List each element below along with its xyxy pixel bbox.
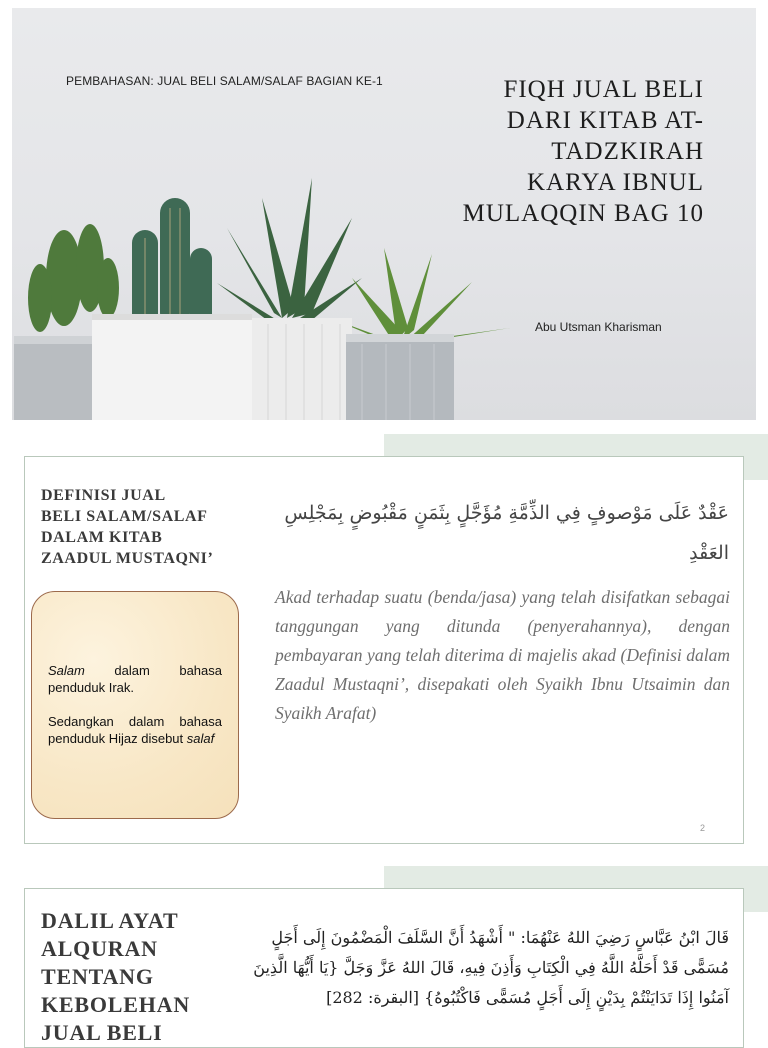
title-line: MULAQQIN BAG 10 <box>462 200 704 227</box>
title-slide <box>12 8 756 420</box>
author-name: Abu Utsman Kharisman <box>535 320 662 334</box>
slide-heading <box>41 907 221 1047</box>
slide-heading <box>41 485 241 569</box>
presentation-title <box>404 74 704 229</box>
presentation-subtitle: PEMBAHASAN: JUAL BELI SALAM/SALAF BAGIAN KE-1 <box>66 74 383 88</box>
term-salam: Salam <box>48 663 85 678</box>
definition-slide <box>24 456 744 844</box>
arabic-quote: قَالَ ابْنُ عَبَّاسٍ رَضِيَ اللهُ عَنْهُمَا: " أَشْهَدُ أَنَّ السَّلَفَ الْمَضْمُونَ إِلَى أَجَلٍ مُسَمًّى قَدْ أَحَلَّهُ اللَّهُ فِي الْكِتَابِ وَأَذِنَ فِيهِ، قَالَ اللهُ عَزَّ وَجَلَّ {يَا أَيُّهَا الَّذِينَ آمَنُوا إِذَا تَدَايَنْتُمْ بِدَيْنٍ إِلَى أَجَلٍ مُسَمًّى فَاكْتُبُوهُ} [البقرة: 282] <box>253 928 729 1007</box>
note-paragraph <box>48 713 222 747</box>
definition-translation: Akad terhadap suatu (benda/jasa) yang telah disifatkan sebagai tanggungan yang ditunda (penyerahannya), dengan pembayaran yang telah diterima di majelis akad (Definisi dalam Zaadul Mustaqni’, disepakati oleh Syaikh Ibnu Utsaimin dan Syaikh Arafat) <box>275 587 730 723</box>
note-paragraph <box>48 662 222 696</box>
term-salaf: salaf <box>186 731 215 746</box>
page-number: 2 <box>699 823 705 833</box>
title-line: DARI KITAB AT- <box>506 107 704 134</box>
heading-line: DALAM KITAB <box>41 529 163 546</box>
arabic-definition: عَقْدٌ عَلَى مَوْصوفٍ فِي الذِّمَّةِ مُؤَجَّلٍ بِثَمَنٍ مَقْبُوضٍ بِمَجْلِسِ العَقْدِ <box>284 502 729 564</box>
title-line: TADZKIRAH <box>551 138 704 165</box>
title-line: KARYA IBNUL <box>527 169 704 196</box>
heading-line: DEFINISI JUAL <box>41 487 166 504</box>
note-text: Sedangkan dalam bahasa penduduk Hijaz disebut <box>48 714 222 746</box>
heading-line: TENTANG <box>41 964 154 989</box>
heading-line: JUAL BELI <box>41 1020 163 1045</box>
heading-line: ZAADUL MUSTAQNI’ <box>41 550 214 567</box>
heading-line: ALQURAN <box>41 936 158 961</box>
heading-line: KEBOLEHAN <box>41 992 191 1017</box>
note-text: dalam bahasa penduduk Irak. <box>48 663 222 695</box>
note-box <box>31 591 239 819</box>
heading-line: BELI SALAM/SALAF <box>41 508 208 525</box>
heading-line: DALIL AYAT <box>41 908 179 933</box>
evidence-slide <box>24 888 744 1048</box>
title-line: FIQH JUAL BELI <box>503 76 704 103</box>
